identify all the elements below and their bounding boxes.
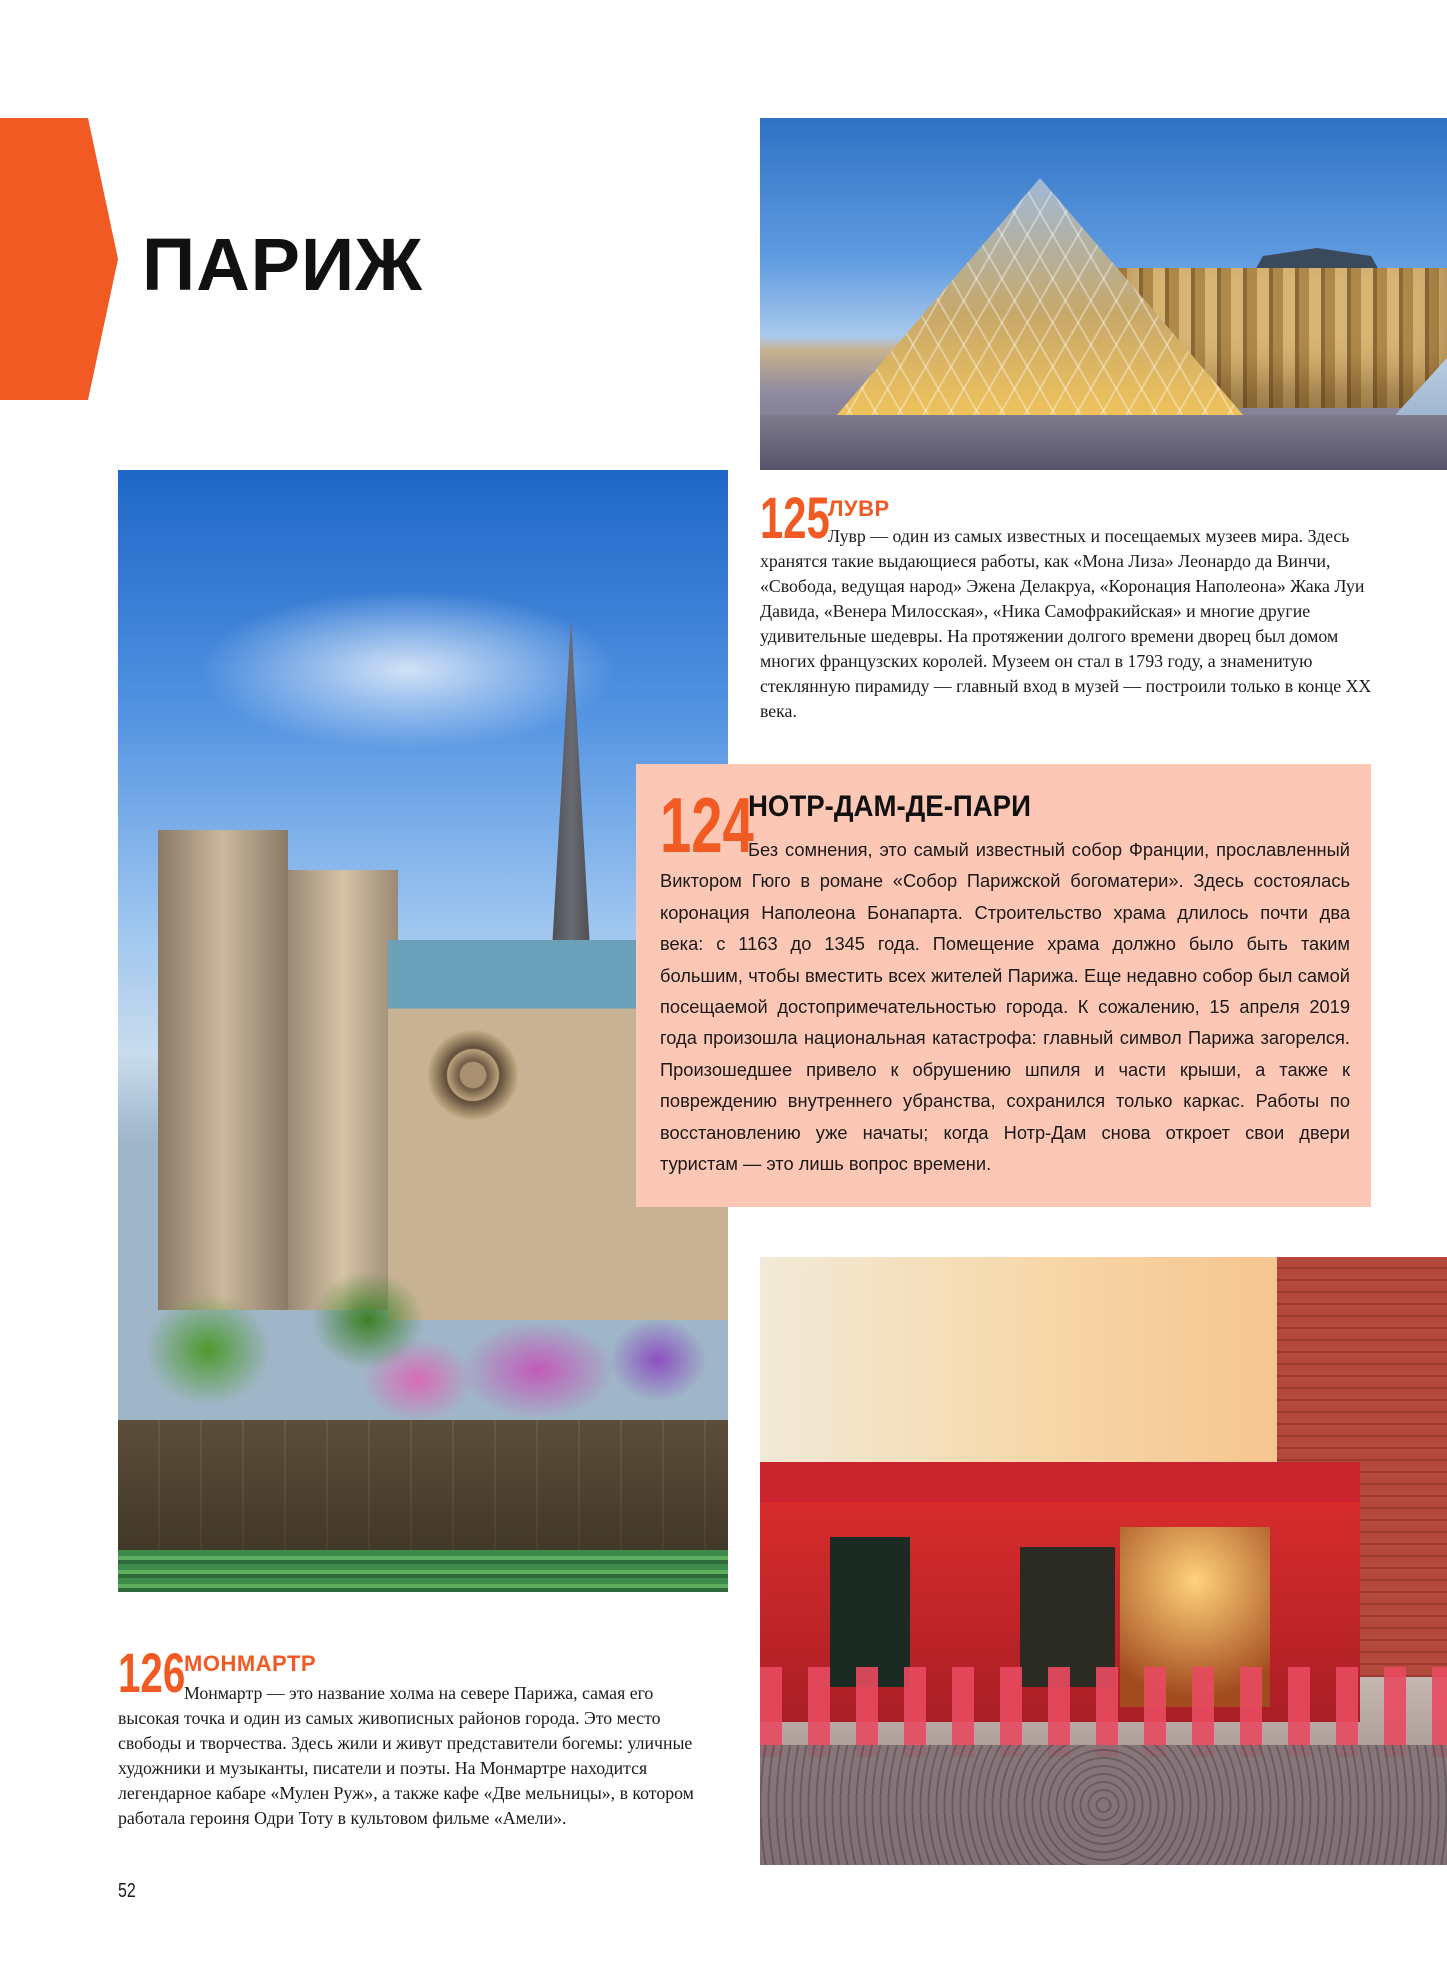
entry-text: Лувр — один из самых известных и посещаемых музеев мира. Здесь хранятся такие выдающиеся работы, как «Мона Лиза» Леонардо да Винчи, «Свобода, ведущая народ» Эжена Делакруа, «Коронация Наполеона» Жака Луи Давида, «Венера Милосская», «Ника Самофракийская» и многие другие удивительные шедевры. На протяжении долгого времени дворец был домом многих французских королей. Музеем он стал в 1793 году, а знаменитую стеклянную пирамиду — главный вход в музей — построили только в конце XX века. — [760, 526, 1372, 721]
cafe-chairs — [760, 1667, 1447, 1757]
notre-dame-box — [636, 764, 1371, 1207]
chapter-tab — [0, 118, 118, 400]
embankment-wall — [118, 1420, 728, 1570]
right-tower — [288, 870, 398, 1310]
entry-number: 126 — [118, 1641, 186, 1704]
cobblestone-street — [760, 1745, 1447, 1865]
page-number: 52 — [118, 1880, 136, 1902]
entry-text: Монмартр — это название холма на севере Парижа, самая его высокая точка и один из самых живописных районов города. Это место свободы и творчества. Здесь жили и живут представители богемы: уличные художники и музыканты, писатели и поэты. На Монмартре находится легендарное кабаре «Мулен Руж», а также кафе «Две мельницы», в котором работала героиня Одри Тоту в культовом фильме «Амели». — [118, 1683, 694, 1828]
cafe-window — [1020, 1547, 1115, 1687]
entry-text: Без сомнения, это самый известный собор Франции, прославленный Виктором Гюго в романе «Собор Парижской богоматери». Здесь состоялась коронация Наполеона Бонапарта. Строительство храма длилось почти два века: с 1163 до 1345 года. Помещение храма должно было быть таким большим, чтобы вместить всех жителей Парижа. Еще недавно собор был самой посещаемой достопримечательностью города. К сожалению, 15 апреля 2019 года произошла национальная катастрофа: главный символ Парижа загорелся. Произошедшее привело к обрушению шпиля и части крыши, а также к повреждению внутреннего убранства, сохранился только каркас. Работы по восстановлению уже начаты; когда Нотр-Дам снова откроет свои двери туристам — это лишь вопрос времени. — [660, 839, 1350, 1175]
rose-window — [428, 1030, 518, 1120]
left-tower — [158, 830, 288, 1310]
red-awning — [760, 1462, 1360, 1502]
plaza — [760, 415, 1447, 470]
cloud — [198, 590, 618, 750]
entry-title: МОНМАРТР — [184, 1651, 317, 1676]
page-title: ПАРИЖ — [142, 223, 424, 306]
cafe-building — [760, 1257, 1280, 1497]
entry-number: 125 — [760, 486, 830, 551]
river-seine — [118, 1550, 728, 1592]
entry-title: ЛУВР — [828, 496, 890, 521]
cafe-window — [830, 1537, 910, 1687]
montmartre-photo — [760, 1257, 1447, 1865]
louvre-photo — [760, 118, 1447, 470]
entry-number: 124 — [660, 781, 754, 869]
entry-title: НОТР-ДАМ-ДЕ-ПАРИ — [748, 790, 1031, 823]
